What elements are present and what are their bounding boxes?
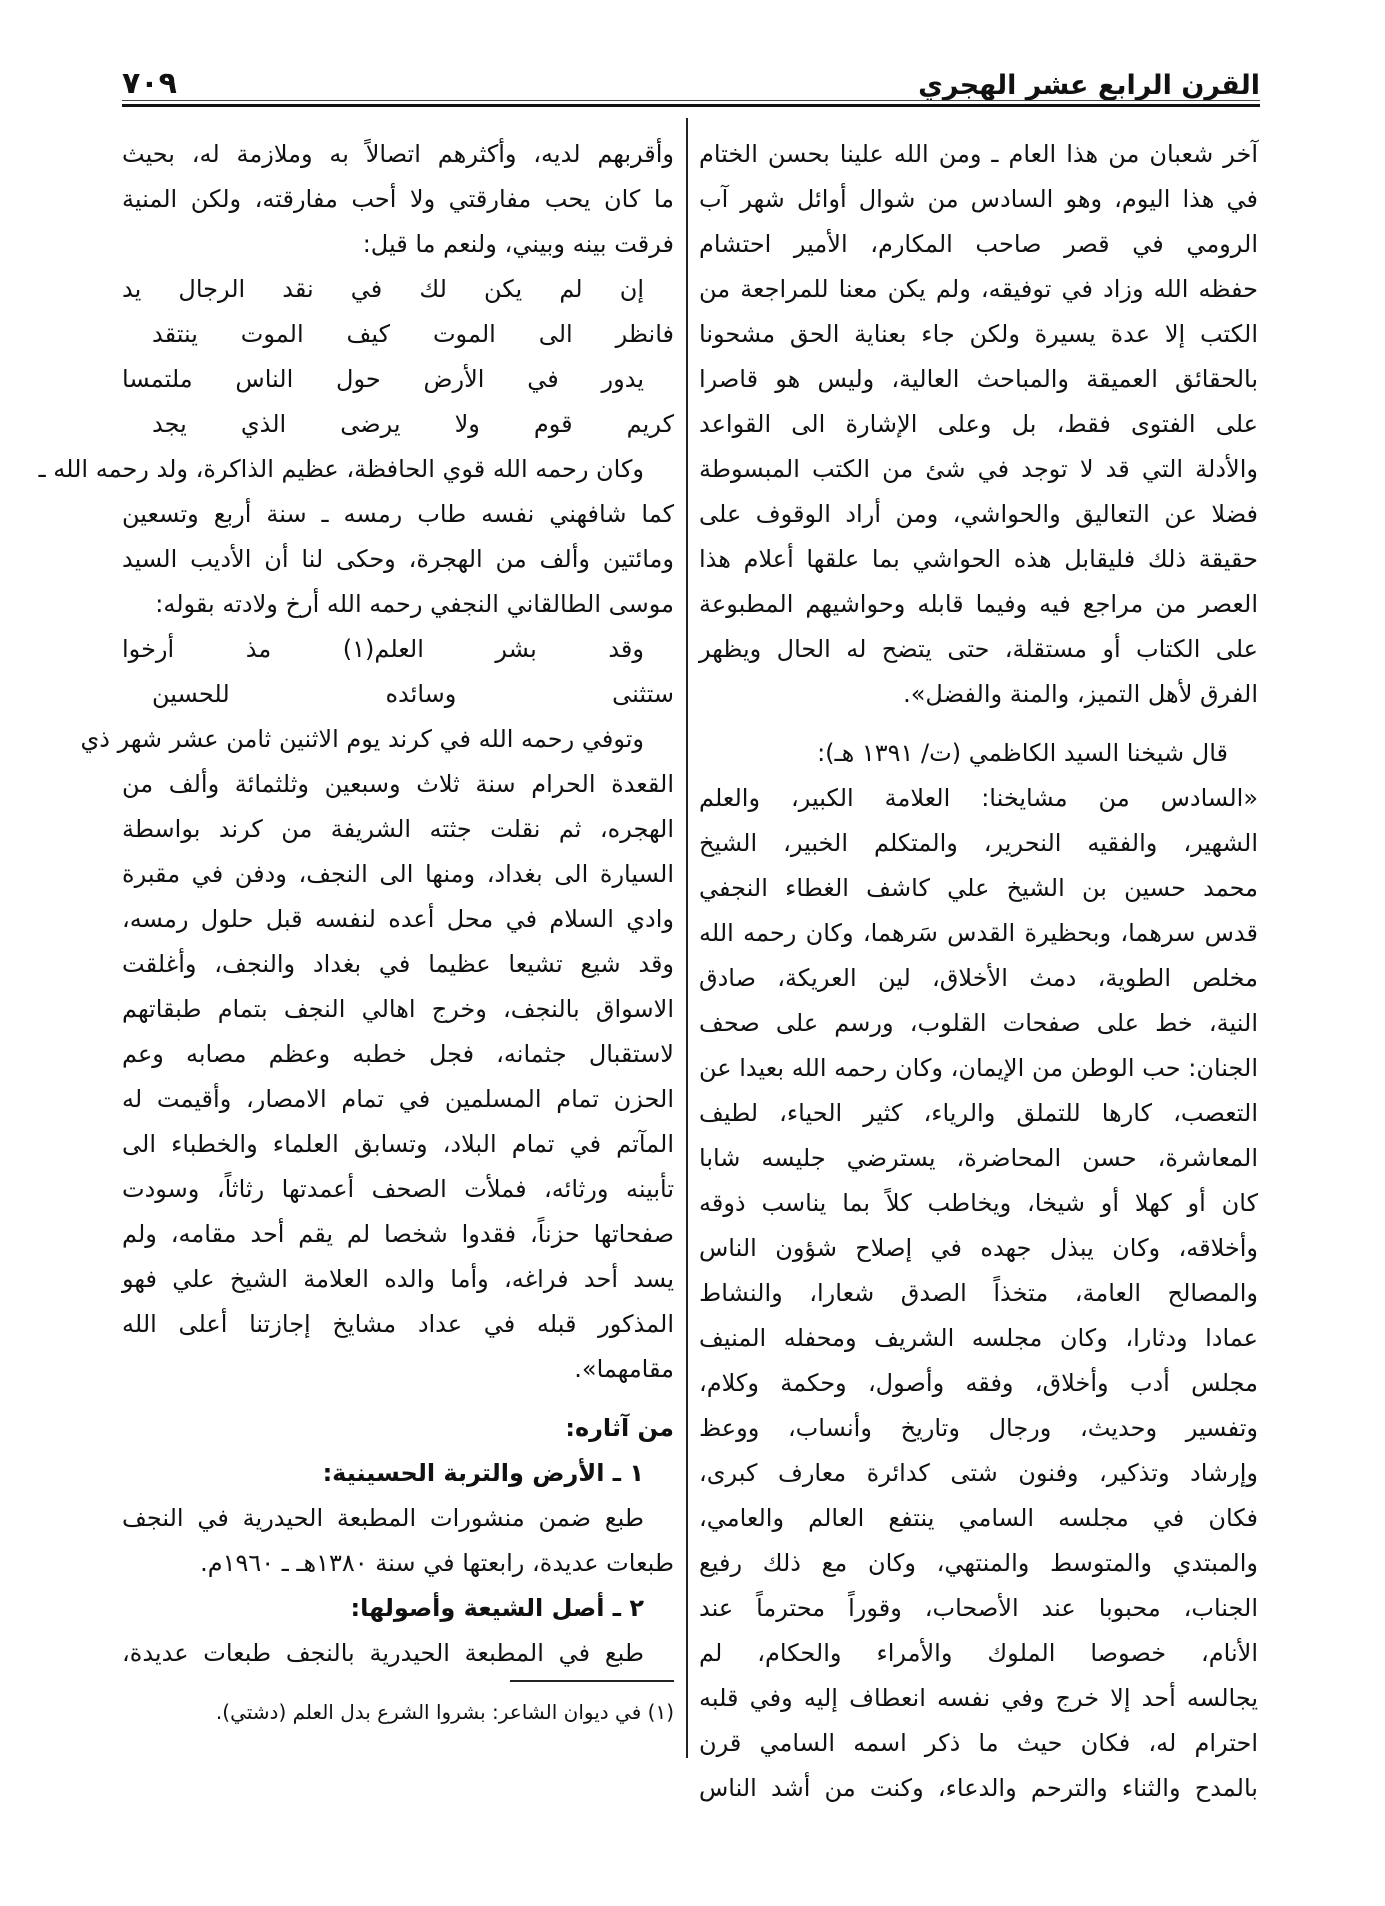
text-line: الشهير، والفقيه النحرير، والمتكلم الخبير، الشيخ — [699, 829, 1258, 857]
text-line: القعدة الحرام سنة ثلاث وسبعين وثلثمائة وألف من — [122, 770, 674, 798]
running-header-title: القرن الرابع عشر الهجري — [918, 70, 1260, 101]
text-line: يجالسه أحد إلا خرج وفي نفسه انعطاف إليه وفي قلبه — [699, 1684, 1258, 1712]
page-number: ٧٠٩ — [122, 66, 177, 101]
text-line: إن لم يكن لك في نقد الرجال يد — [122, 275, 644, 303]
text-line: عمادا ودثارا، وكان مجلسه الشريف ومحفله المنيف — [699, 1324, 1258, 1352]
text-line: التعصب، كارها للتملق والرياء، كثير الحياء، لطيف — [699, 1099, 1258, 1127]
text-line: طبع في المطبعة الحيدرية بالنجف طبعات عديدة، — [122, 1639, 644, 1667]
text-line: فكان في مجلسه السامي ينتفع العالم والعامي، — [699, 1504, 1258, 1532]
text-line: محمد حسين بن الشيخ علي كاشف الغطاء النجفي — [699, 874, 1258, 902]
footnote: (١) في ديوان الشاعر: بشروا الشرع بدل العلم (دشتي). — [215, 1700, 674, 1724]
text-line: المذكور قبله في عداد مشايخ إجازتنا أعلى الله — [122, 1310, 674, 1338]
text-line: موسى الطالقاني النجفي رحمه الله أرخ ولادته بقوله: — [155, 590, 674, 618]
text-line: الحزن تمام المسلمين في تمام الامصار، وأقيمت له — [122, 1085, 674, 1113]
text-line: قال شيخنا السيد الكاظمي (ت/ ١٣٩١ هـ): — [817, 739, 1228, 767]
text-line: وقد بشر العلم(١) مذ أرخوا — [122, 635, 644, 663]
header-rule — [122, 104, 1260, 107]
text-line: آخر شعبان من هذا العام ـ ومن الله علينا بحسن الختام — [699, 140, 1258, 168]
text-line: كما شافهني نفسه طاب رمسه ـ سنة أربع وتسعين — [122, 500, 674, 528]
text-line: وكان رحمه الله قوي الحافظة، عظيم الذاكرة، ولد رحمه الله ـ — [38, 455, 644, 483]
text-line: لاستقبال جثمانه، فجل خطبه وعظم مصابه وعم — [122, 1040, 674, 1068]
text-line: ستثنى وسائده للحسين — [152, 680, 674, 708]
text-line: الجنان: حب الوطن من الإيمان، وكان رحمه الله بعيدا عن — [699, 1054, 1258, 1082]
text-line: وأخلاقه، وكان يبذل جهده في إصلاح شؤون الناس — [699, 1234, 1258, 1262]
text-line: على الكتاب أو مستقلة، حتى يتضح له الحال ويظهر — [699, 635, 1258, 663]
text-line: حقيقة ذلك فليقابل هذه الحواشي بما علقها أعلام هذا — [699, 545, 1258, 573]
text-line: والمصالح العامة، متخذاً الصدق شعارا، والنشاط — [699, 1279, 1258, 1307]
text-line: ١ ـ الأرض والتربة الحسينية: — [322, 1459, 644, 1487]
text-line: وتوفي رحمه الله في كرند يوم الاثنين ثامن عشر شهر ذي — [80, 725, 644, 753]
text-line: يدور في الأرض حول الناس ملتمسا — [122, 365, 644, 393]
text-line: الفرق لأهل التميز، والمنة والفضل». — [903, 680, 1258, 708]
text-line: تأبينه ورثائه، فملأت الصحف أعمدتها رثاثاً، وسودت — [122, 1175, 674, 1203]
text-line: بالمدح والثناء والترحم والدعاء، وكنت من أشد الناس — [699, 1774, 1258, 1802]
text-line: والأدلة التي قد لا توجد في شئ من الكتب المبسوطة — [699, 455, 1258, 483]
text-line: والمبتدي والمتوسط والمنتهي، وكان مع ذلك رفيع — [699, 1549, 1258, 1577]
text-line: حفظه الله وزاد في توفيقه، ولم يكن معنا للمراجعة من — [699, 275, 1258, 303]
text-line: ٢ ـ أصل الشيعة وأصولها: — [350, 1594, 644, 1622]
text-line: احترام له، فكان حيث ما ذكر اسمه السامي قرن — [699, 1729, 1258, 1757]
text-line: فانظر الى الموت كيف الموت ينتقد — [152, 320, 674, 348]
text-line: وتفسير وحديث، ورجال وتاريخ وأنساب، ووعظ — [699, 1414, 1258, 1442]
right-column — [699, 132, 1258, 1811]
text-line: ومائتين وألف من الهجرة، وحكى لنا أن الأديب السيد — [122, 545, 674, 573]
text-line: وادي السلام في محل أعده لنفسه قبل حلول رمسه، — [122, 905, 674, 933]
text-line: الرومي في قصر صاحب المكارم، الأمير احتشام — [699, 230, 1258, 258]
text-line: بالحقائق العميقة والمباحث العالية، وليس هو قاصرا — [699, 365, 1258, 393]
text-line: السيارة الى بغداد، ومنها الى النجف، ودفن في مقبرة — [122, 860, 674, 888]
text-line: الهجره، ثم نقلت جثته الشريفة من كرند بواسطة — [122, 815, 674, 843]
text-line: ما كان يحب مفارقتي ولا أحب مفارقته، ولكن المنية — [122, 185, 674, 213]
text-line: المآتم في تمام البلاد، وتسابق العلماء والخطباء الى — [122, 1130, 674, 1158]
text-line: المعاشرة، حسن المحاضرة، يسترضي جليسه شابا — [699, 1144, 1258, 1172]
left-column — [38, 132, 674, 1676]
text-line: قدس سرهما، وبحظيرة القدس سَرهما، وكان رحمه الله — [699, 919, 1258, 947]
text-line: الجناب، محبوبا عند الأصحاب، وقوراً محترماً عند — [699, 1594, 1258, 1622]
column-divider — [686, 118, 688, 1758]
text-line: العصر من مراجع فيه وفيما قابله وحواشيهم المطبوعة — [699, 590, 1258, 618]
text-line: كان أو كهلا أو شيخا، ويخاطب كلاً بما يناسب ذوقه — [699, 1189, 1258, 1217]
text-line: النية، خط على صفحات القلوب، ورسم على صحف — [699, 1009, 1258, 1037]
text-line: طبعات عديدة، رابعتها في سنة ١٣٨٠هـ ـ ١٩٦٠م. — [200, 1549, 674, 1577]
text-line: فضلا عن التعاليق والحواشي، ومن أراد الوقوف على — [699, 500, 1258, 528]
text-line: وأقربهم لديه، وأكثرهم اتصالاً به وملازمة له، بحيث — [122, 140, 674, 168]
text-line: يسد أحد فراغه، وأما والده العلامة الشيخ علي فهو — [122, 1265, 674, 1293]
text-line: صفحاتها حزناً، فقدوا شخصا لم يقم أحد مقامه، ولم — [122, 1220, 674, 1248]
text-line: وإرشاد وتذكير، وفنون شتى كدائرة معارف كبرى، — [699, 1459, 1258, 1487]
text-line: الاسواق بالنجف، وخرج اهالي النجف بتمام طبقاتهم — [122, 995, 674, 1023]
text-line: الأنام، خصوصا الملوك والأمراء والحكام، لم — [699, 1639, 1258, 1667]
text-line: في هذا اليوم، وهو السادس من شوال أوائل شهر آب — [699, 185, 1258, 213]
text-line: كريم قوم ولا يرضى الذي يجد — [152, 410, 674, 438]
text-line: فرقت بينه وبيني، ولنعم ما قيل: — [362, 230, 674, 258]
footnote-rule — [510, 1680, 674, 1682]
text-line: وقد شيع تشيعا عظيما في بغداد والنجف، وأغلقت — [122, 950, 674, 978]
text-line: على الفتوى فقط، بل وعلى الإشارة الى القواعد — [699, 410, 1258, 438]
text-line: من آثاره: — [565, 1414, 674, 1442]
text-line: الكتب إلا عدة يسيرة ولكن جاء بعناية الحق مشحونا — [699, 320, 1258, 348]
text-line: مجلس أدب وأخلاق، وفقه وأصول، وحكمة وكلام، — [699, 1369, 1258, 1397]
text-line: طبع ضمن منشورات المطبعة الحيدرية في النجف — [122, 1504, 644, 1532]
text-line: مقامهما». — [574, 1355, 674, 1383]
header-rule-thin — [122, 100, 1260, 101]
text-line: مخلص الطوية، دمث الأخلاق، لين العريكة، صادق — [699, 964, 1258, 992]
text-line: «السادس من مشايخنا: العلامة الكبير، والعلم — [699, 784, 1258, 812]
